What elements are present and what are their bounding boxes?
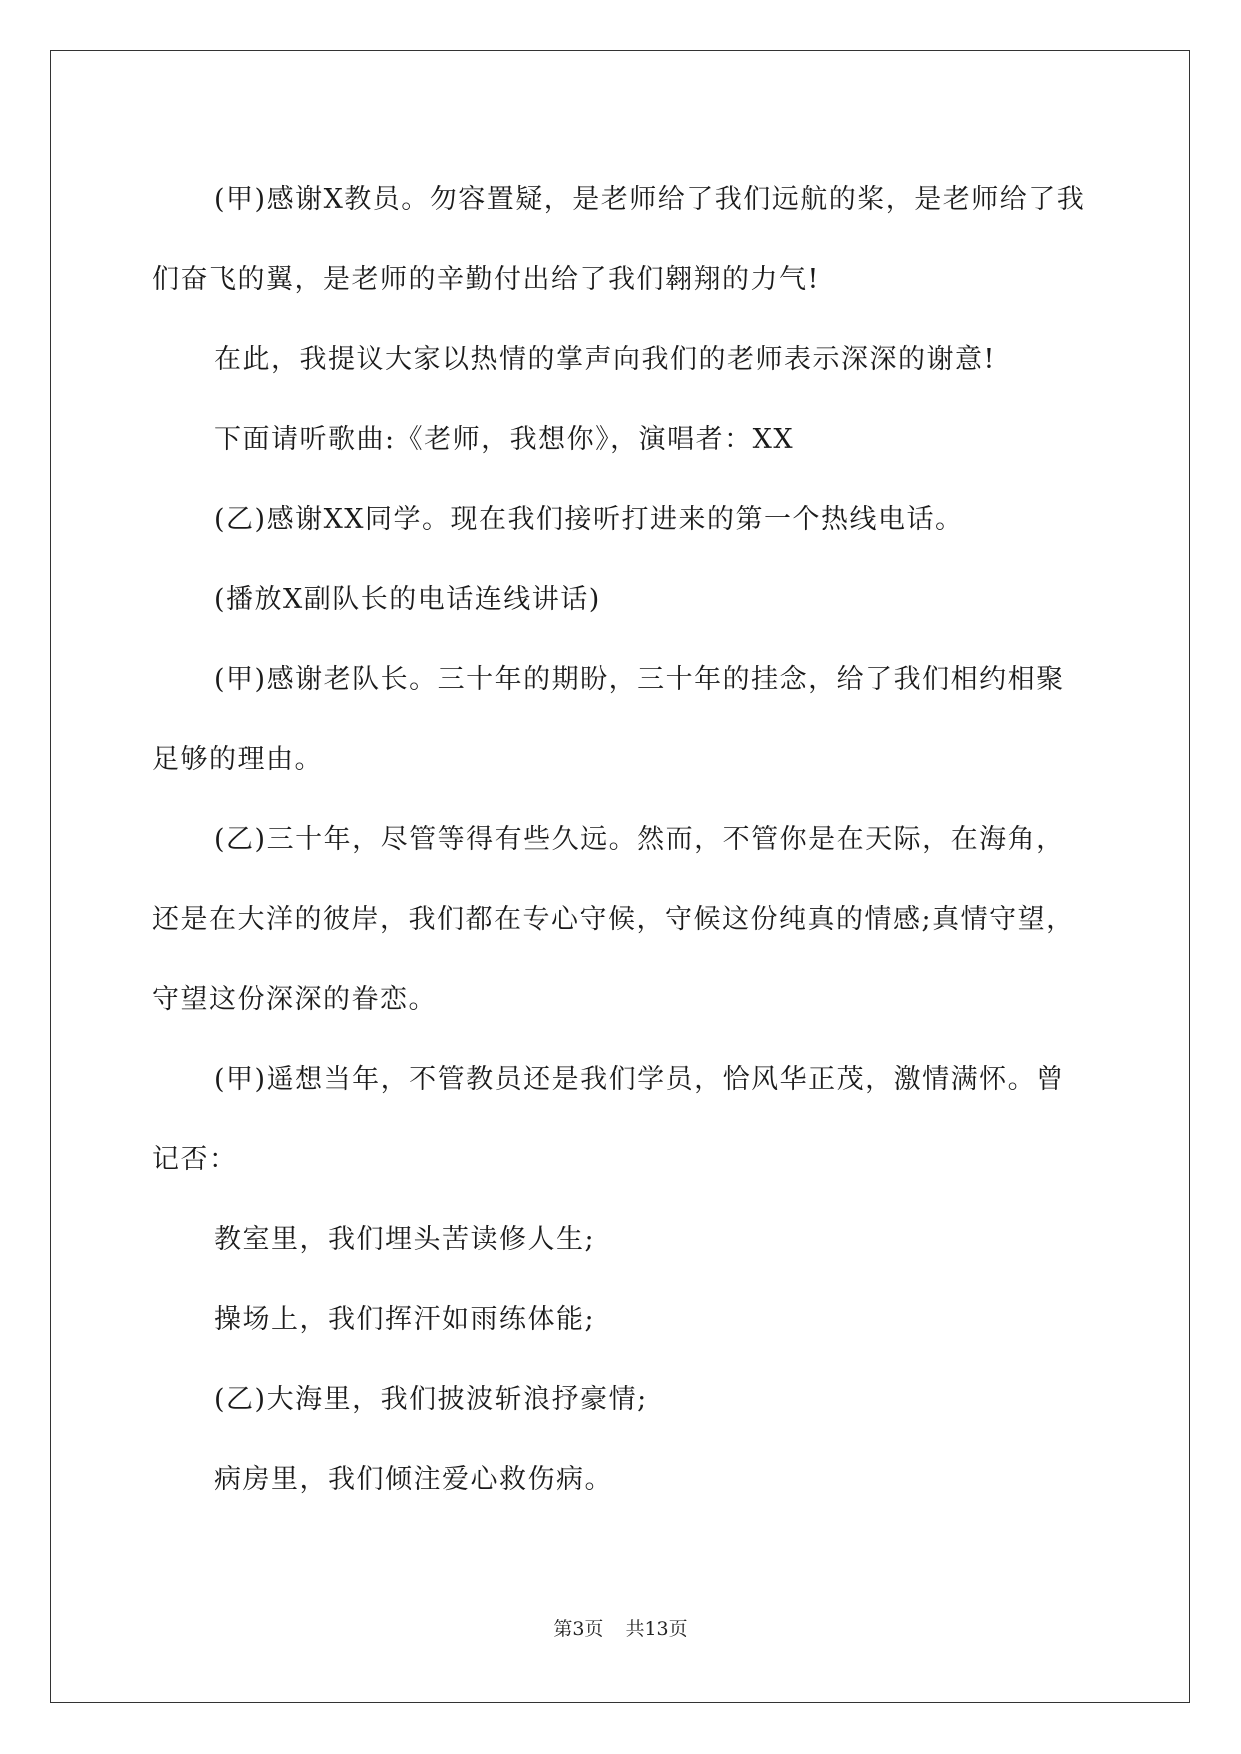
paragraph: 在此，我提议大家以热情的掌声向我们的老师表示深深的谢意! bbox=[214, 344, 996, 375]
paragraph: (乙)大海里，我们披波斩浪抒豪情; bbox=[214, 1384, 648, 1415]
paragraph: 病房里，我们倾注爱心救伤病。 bbox=[214, 1464, 613, 1495]
paragraph: 教室里，我们埋头苦读修人生; bbox=[214, 1224, 596, 1255]
paragraph: (甲)遥想当年，不管教员还是我们学员，恰风华正茂，激情满怀。曾记否： bbox=[152, 1064, 1065, 1175]
paragraph: (甲)感谢X教员。勿容置疑，是老师给了我们远航的桨，是老师给了我们奋飞的翼，是老师的辛勤付出给了我们翱翔的力气! bbox=[152, 184, 1086, 295]
paragraph: 下面请听歌曲:《老师，我想你》，演唱者：XX bbox=[214, 424, 795, 455]
paragraph: (播放X副队长的电话连线讲话) bbox=[214, 584, 601, 615]
document-body bbox=[152, 160, 1092, 1520]
paragraph: (甲)感谢老队长。三十年的期盼，三十年的挂念，给了我们相约相聚足够的理由。 bbox=[152, 664, 1065, 775]
paragraph: (乙)三十年，尽管等得有些久远。然而，不管你是在天际，在海角，还是在大洋的彼岸，我们都在专心守候，守候这份纯真的情感;真情守望，守望这份深深的眷恋。 bbox=[152, 824, 1075, 1015]
page-footer bbox=[0, 1614, 1241, 1641]
paragraph: (乙)感谢XX同学。现在我们接听打进来的第一个热线电话。 bbox=[214, 504, 964, 535]
page-total: 共13页 bbox=[625, 1618, 688, 1640]
page-number: 第3页 bbox=[553, 1618, 604, 1640]
paragraph: 操场上，我们挥汗如雨练体能; bbox=[214, 1304, 596, 1335]
